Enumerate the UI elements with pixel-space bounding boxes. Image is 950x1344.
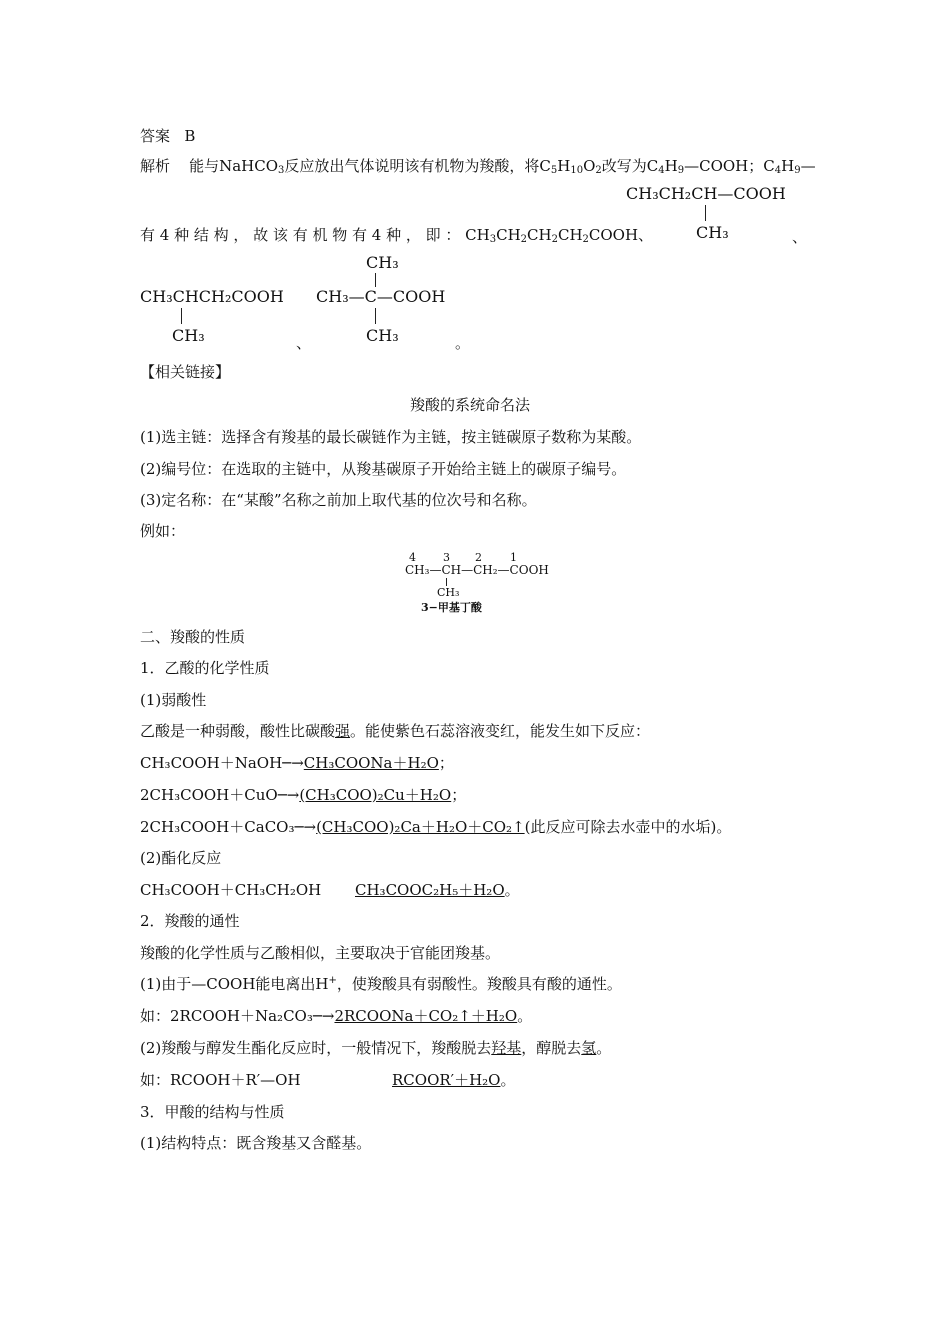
products-blank: (CH₃COO)₂Cu＋H₂O: [299, 786, 452, 804]
text: ；: [438, 754, 454, 772]
products-blank: 2RCOONa＋CO₂↑＋H₂O: [334, 1007, 518, 1025]
analysis-end: 。: [455, 334, 471, 352]
example-main-chain: CH₃—CH—CH₂—COOH: [405, 563, 549, 577]
reactants: 2CH₃COOH＋CaCO₃─→: [140, 818, 317, 836]
subsection-1-2: (2)酯化反应: [140, 849, 222, 867]
blank-answer: 羟基: [491, 1039, 522, 1057]
blank-answer: 强: [335, 722, 351, 740]
reactants: 2CH₃COOH＋CuO─→: [140, 786, 300, 804]
bond-line: [446, 578, 447, 586]
subsection-3: 3．甲酸的结构与性质: [140, 1103, 285, 1121]
example-name: 3−甲基丁酸: [421, 601, 482, 614]
reaction-1: [140, 753, 454, 773]
analysis-text: —: [800, 157, 816, 175]
reaction-5: [140, 1006, 532, 1026]
reaction-4-right: [355, 880, 520, 900]
bond-line: [375, 308, 376, 324]
charge: +: [328, 975, 337, 986]
related-link-heading: 【相关链接】: [140, 363, 231, 381]
reaction-6-right: [392, 1070, 515, 1090]
reaction-6-left: 如：RCOOH＋R′—OH: [140, 1071, 301, 1089]
carbon-number-1: 1: [510, 551, 517, 564]
text: ，醇脱去: [521, 1039, 582, 1057]
text: (此反应可除去水壶中的水垢)。: [524, 818, 732, 836]
analysis-text: H: [557, 157, 571, 175]
bond-line: [705, 205, 706, 221]
analysis-text: 改写为C: [601, 157, 659, 175]
answer-line: [140, 126, 195, 146]
products-blank: CH₃COOC₂H₅＋H₂O: [355, 881, 505, 899]
analysis-text: COOH、: [588, 226, 654, 244]
reaction-4-left: CH₃COOH＋CH₃CH₂OH: [140, 881, 322, 899]
bond-line: [375, 273, 376, 287]
text: 。能使紫色石蕊溶液变红，能发生如下反应：: [350, 722, 651, 740]
weak-acid-paragraph: [140, 721, 650, 741]
analysis-line-1: 解析 能与NaHCO$_3$反应放出气体说明该有机物为羧酸，将$C_5H_{10}O_2$改写为$C_4H_9—COOH$；$C_4H_9—$: [140, 157, 816, 176]
analysis-text: O: [583, 157, 596, 175]
example-label: 例如：: [140, 522, 186, 540]
reactants: 如：2RCOOH＋Na₂CO₃─→: [140, 1007, 335, 1025]
isomer-formula-3-top: CH₃: [366, 253, 399, 272]
section-heading: 二、羧酸的性质: [140, 628, 246, 646]
analysis-label: 解析: [140, 157, 171, 175]
analysis-text: CH: [527, 226, 552, 244]
products-blank: RCOOR′＋H₂O: [392, 1071, 501, 1089]
carbon-number-4: 4: [409, 551, 416, 564]
text: 。: [596, 1039, 612, 1057]
text: 乙酸是一种弱酸，酸性比碳酸: [140, 722, 336, 740]
blank-answer: 氢: [581, 1039, 597, 1057]
bond-line: [181, 308, 182, 324]
example-branch: CH₃: [437, 586, 460, 599]
isomer-formula-1-branch: CH₃: [696, 223, 729, 242]
products-blank: (CH₃COO)₂Ca＋H₂O＋CO₂↑: [316, 818, 525, 836]
ionization-line: [140, 974, 622, 994]
naming-step-3: (3)定名称：在“某酸”名称之前加上取代基的位次号和名称。: [140, 491, 537, 509]
formic-acid-structure: (1)结构特点：既含羧基又含醛基。: [140, 1134, 372, 1152]
text: 。: [517, 1007, 533, 1025]
answer-value: B: [184, 127, 196, 145]
naming-method-title: 羧酸的系统命名法: [410, 396, 531, 414]
reaction-2: [140, 785, 466, 805]
text: ，使羧酸具有弱酸性。羧酸具有酸的通性。: [336, 975, 622, 993]
reactants: CH₃COOH＋NaOH─→: [140, 754, 304, 772]
text: (1)由于—COOH能电离出H: [140, 975, 329, 993]
answer-label: 答案: [140, 127, 171, 145]
analysis-text: H: [781, 157, 795, 175]
analysis-text: CH: [496, 226, 521, 244]
text: ；: [451, 786, 467, 804]
analysis-text: —COOH；C: [684, 157, 775, 175]
analysis-text: 能与NaHCO: [189, 157, 279, 175]
isomer-formula-3-main: CH₃—C—COOH: [316, 287, 446, 306]
naming-step-1: (1)选主链：选择含有羧基的最长碳链作为主链，按主链碳原子数称为某酸。: [140, 428, 642, 446]
isomer-formula-3-bottom: CH₃: [366, 326, 399, 345]
subsection-2: 2．羧酸的通性: [140, 912, 240, 930]
naming-step-2: (2)编号位：在选取的主链中，从羧基碳原子开始给主链上的碳原子编号。: [140, 460, 627, 478]
analysis-text: H: [664, 157, 678, 175]
subsection-1-1: (1)弱酸性: [140, 691, 207, 709]
isomer-formula-1-main: CH₃CH₂CH—COOH: [626, 184, 786, 203]
subsection-1: 1．乙酸的化学性质: [140, 659, 270, 677]
text: (2)羧酸与醇发生酯化反应时，一般情况下，羧酸脱去: [140, 1039, 492, 1057]
text: 。: [504, 881, 520, 899]
products-blank: CH₃COONa＋H₂O: [303, 754, 439, 772]
analysis-text: 有 4 种 结 构 ， 故 该 有 机 物 有 4 种 ， 即 ： CH: [140, 226, 490, 244]
analysis-line-2: 有 4 种 结 构 ， 故 该 有 机 物 有 4 种 ， 即 ： $CH_3CH_2CH_2CH_2COOH$、: [140, 226, 654, 245]
general-properties: 羧酸的化学性质与乙酸相似，主要取决于官能团羧基。: [140, 944, 501, 962]
carbon-number-2: 2: [475, 551, 482, 564]
esterification-rule: [140, 1038, 611, 1058]
analysis-text: CH: [557, 226, 583, 244]
analysis-text: 反应放出气体说明该有机物为羧酸，将C: [284, 157, 551, 175]
separator: 、: [296, 334, 312, 352]
isomer-formula-2-main: CH₃CHCH₂COOH: [140, 287, 284, 306]
reaction-3: [140, 817, 731, 837]
isomer-formula-2-branch: CH₃: [172, 326, 205, 345]
carbon-number-3: 3: [443, 551, 450, 564]
text: 。: [500, 1071, 516, 1089]
separator: 、: [792, 228, 808, 246]
